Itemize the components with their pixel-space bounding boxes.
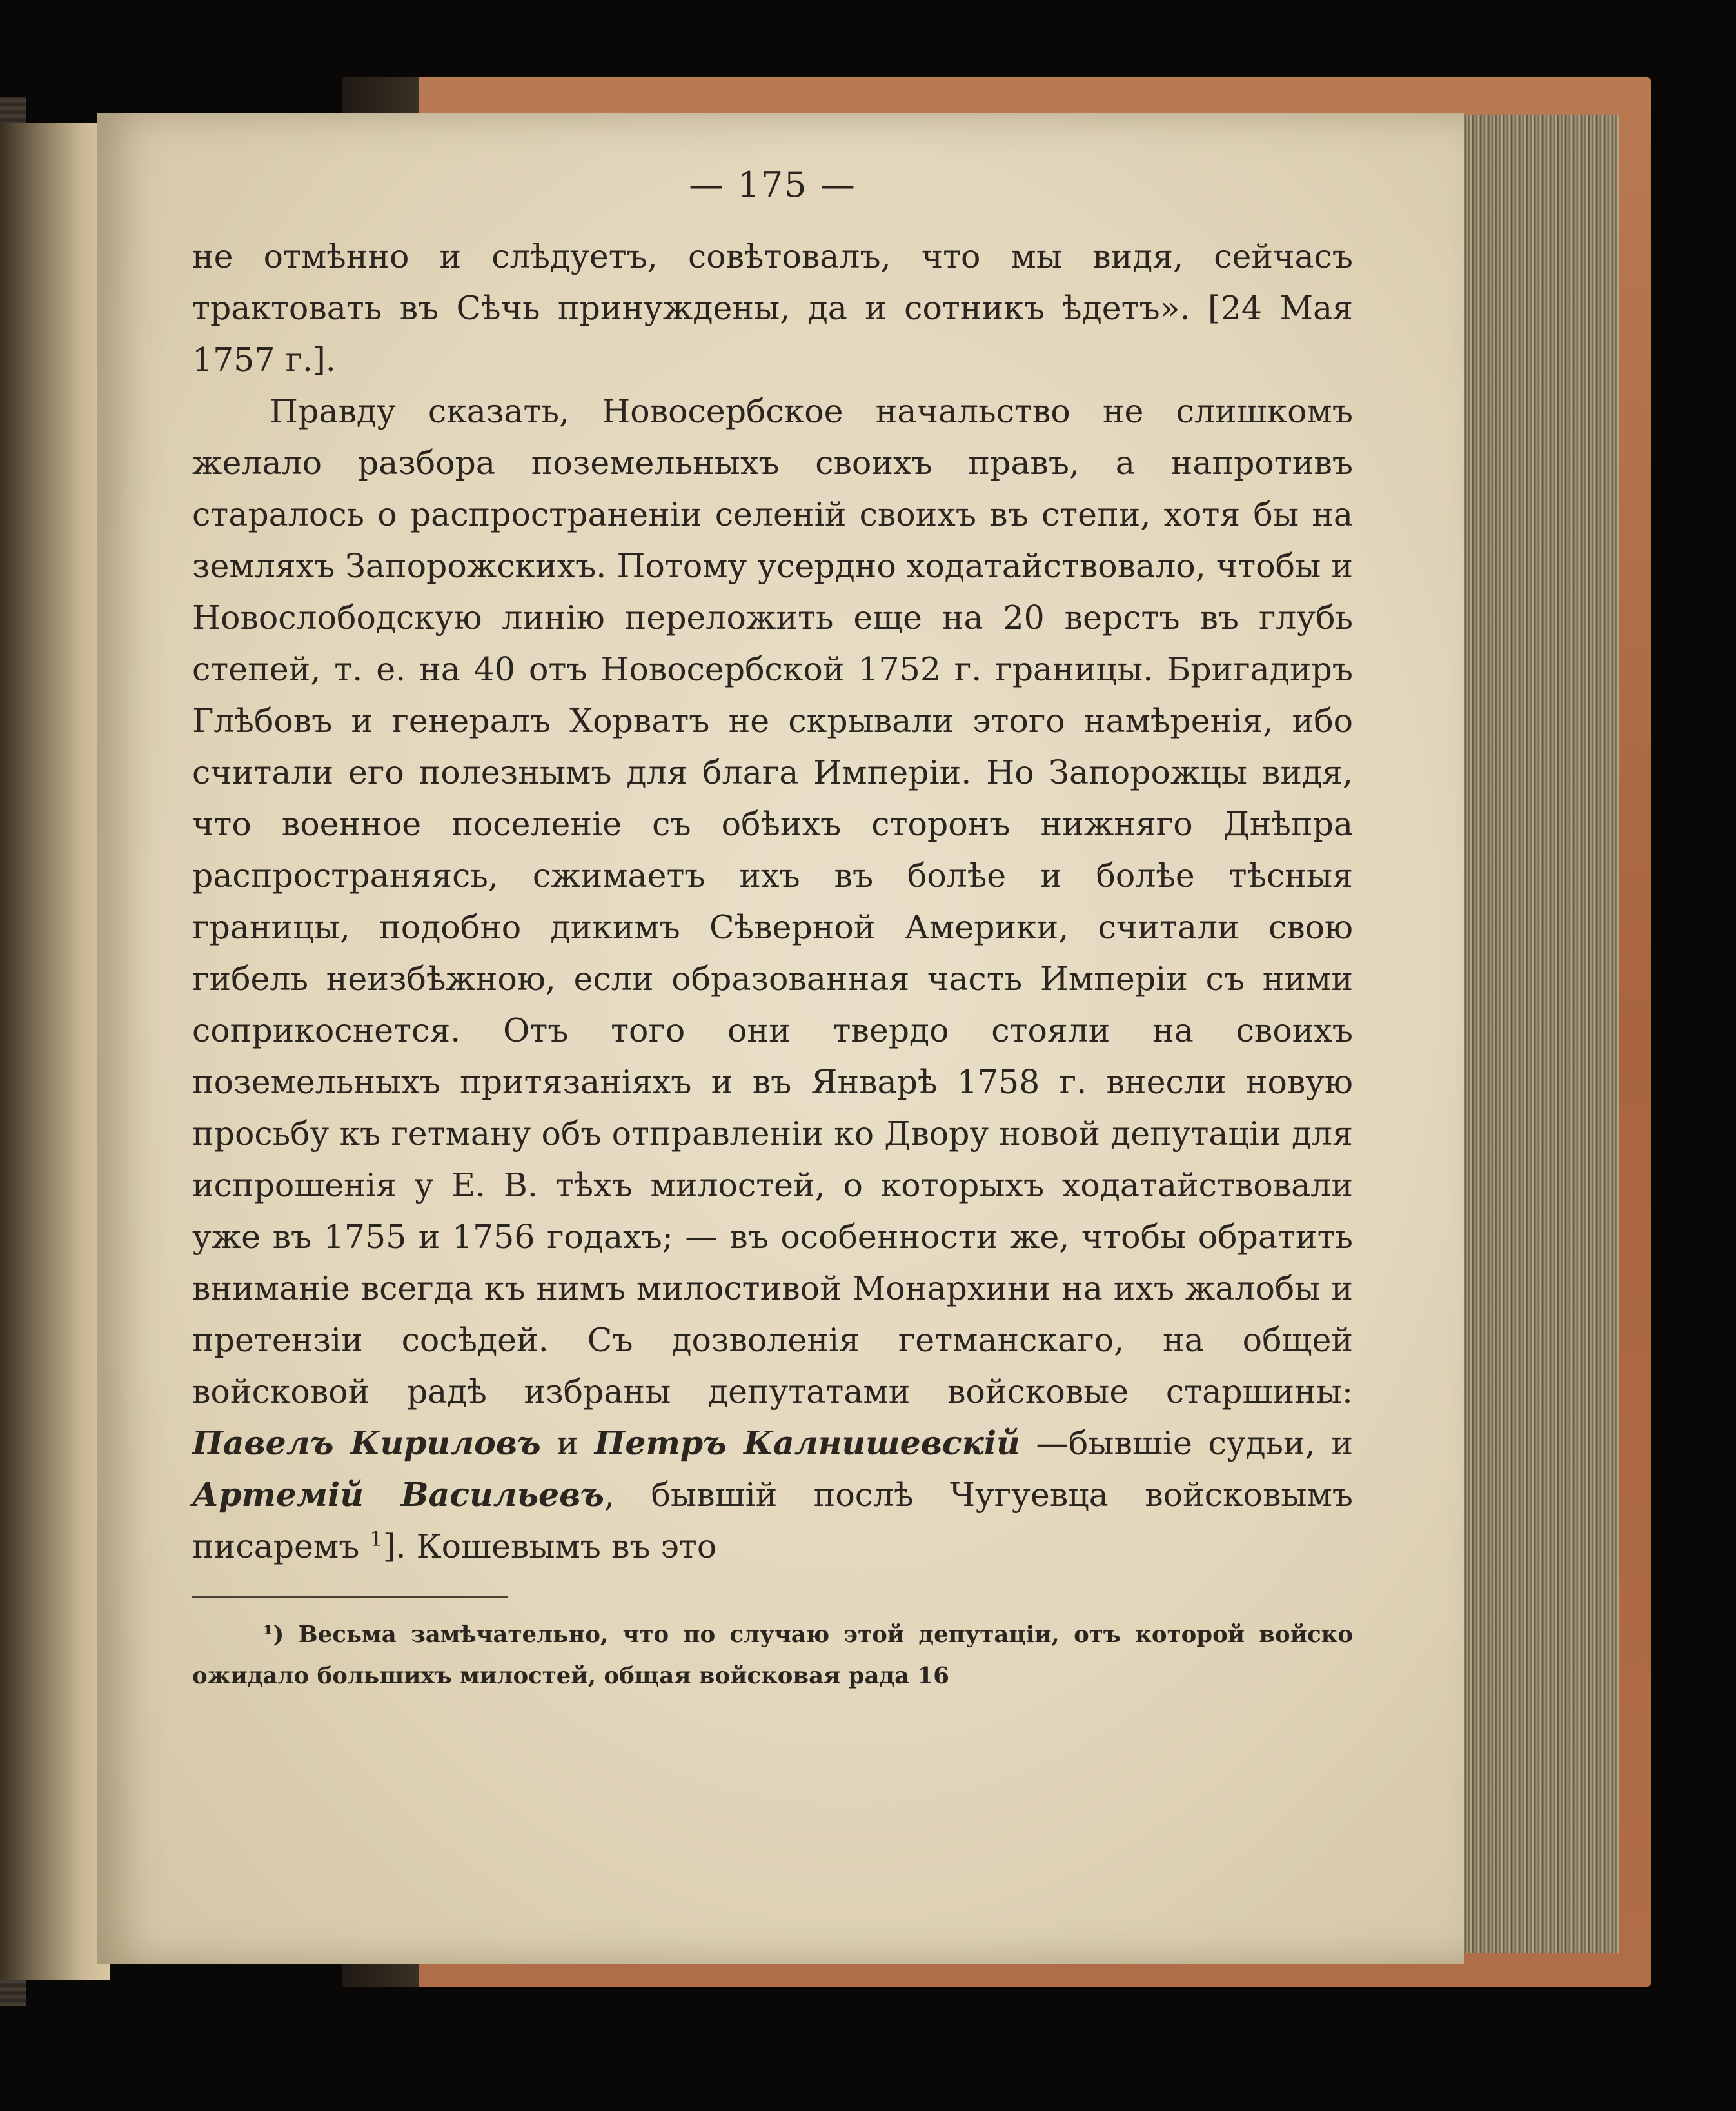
left-page-edge xyxy=(0,123,110,1980)
deputy-name-1: Павелъ Кириловъ xyxy=(192,1424,541,1462)
conjunction-and: и xyxy=(557,1424,579,1462)
body-text xyxy=(192,231,1353,1572)
page-block-edge xyxy=(1457,115,1619,1953)
footnote: ¹) Весьма замѣчательно, что по случаю этой депутацiи, отъ которой войско ожидало большихъ милостей, общая войсковая рада 16 xyxy=(192,1621,1353,1689)
paragraph-2-intro: Правду сказать, Новосербское начальство не слишкомъ желало разбора поземельныхъ своихъ правъ, а напротивъ старалось о распространенiи селенiй своихъ въ степи, хотя бы на земляхъ Запорожскихъ. Потому усердно ходатайствовало, чтобы и Новослободскую линiю переложить еще на 20 верстъ въ глубь степей, т. е. на 40 отъ Новосербской 1752 г. границы. Бригадиръ Глѣбовъ и генералъ Хорватъ не скрывали этого намѣренiя, ибо считали его полезнымъ для блага Имперiи. Но Запорожцы видя, что военное поселенiе съ обѣихъ сторонъ нижняго Днѣпра распространяясь, сжимаетъ ихъ въ болѣе и болѣе тѣсныя границы, подобно дикимъ Сѣверной Америки, считали свою гибель неизбѣжною, если образованная часть Имперiи съ ними соприкоснется. Отъ того они твердо стояли на своихъ поземельныхъ притязанiяхъ и въ Январѣ 1758 г. внесли новую просьбу къ гетману объ отправленiи ко Двору новой депутацiи для испрошенiя у Е. В. тѣхъ милостей, о которыхъ ходатайствовали уже въ 1755 и 1756 годахъ; — въ особенности же, чтобы обратить вниманiе всегда къ нимъ милостивой Монархини на ихъ жалобы и претензiи сосѣдей. Съ дозволенiя гетманскаго, на общей войсковой радѣ избраны депутатами войсковые старшины: xyxy=(192,392,1353,1411)
paragraph-1: не отмѣнно и слѣдуетъ, совѣтовалъ, что мы видя, сейчасъ трактовать въ Сѣчь принуждены, да и сотникъ ѣдетъ». [24 Мая 1757 г.]. xyxy=(192,237,1353,379)
page-number: — 175 — xyxy=(689,164,856,205)
footnote-marker: 1 xyxy=(370,1527,383,1552)
paragraph-2-mid: —бывшiе судьи, и xyxy=(1036,1424,1353,1462)
deputy-name-3: Артемiй Васильевъ xyxy=(192,1476,605,1514)
paragraph-2-close: ]. Кошевымъ въ это xyxy=(382,1527,717,1565)
book-page xyxy=(97,113,1464,1964)
page-text-block xyxy=(192,164,1353,1697)
deputy-name-2: Петръ Калнишевскiй xyxy=(594,1424,1020,1462)
paragraph-2 xyxy=(192,386,1353,1572)
paragraph-2-end: , бывшiй послѣ Чугуевца войсковымъ писаремъ xyxy=(192,1476,1353,1565)
footnote-divider xyxy=(192,1596,508,1598)
